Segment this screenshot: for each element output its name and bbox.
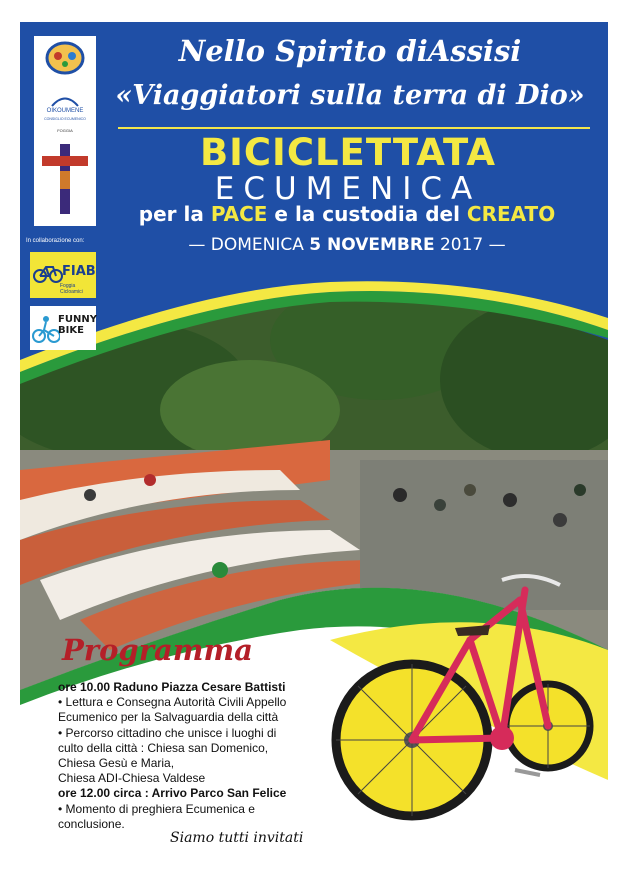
programme-heading: Programma [62, 633, 253, 667]
fiab-label: FIAB [62, 264, 96, 279]
date-day: 5 NOVEMBRE [309, 235, 435, 255]
oikoumene-city-label: FOGGIA [57, 128, 73, 133]
date-prefix: DOMENICA [210, 235, 310, 255]
programme-item: Chiesa ADI-Chiesa Valdese [58, 771, 206, 786]
cause-peace: PACE [210, 202, 268, 226]
programme-item: ore 10.00 Raduno Piazza Cesare Battisti [58, 680, 286, 694]
funny-bike-line2: BIKE [58, 325, 84, 336]
programme-item: conclusione. [58, 816, 125, 831]
cause-creation: CREATO [466, 202, 556, 226]
fiab-sub-label: Foggia Cicloamici [60, 283, 83, 295]
funny-bike-line1: FUNNY [58, 314, 97, 325]
programme-item: • Lettura e Consegna Autorità Civili Appello [58, 695, 287, 710]
oikoumene-label: OIKOUMENE [46, 108, 84, 114]
programme-item: • Percorso cittadino che unisce i luoghi di [58, 725, 277, 740]
programme-item: Chiesa Gesù e Maria, [58, 756, 175, 771]
oikoumene-sub-label: CONSIGLIO ECUMENICO [44, 117, 86, 121]
poster-title-line2: «Viaggiatori sulla terra di Dio» [115, 80, 585, 111]
saddle [455, 625, 490, 636]
programme-list [58, 680, 358, 832]
handlebar [502, 576, 560, 585]
pedal [515, 770, 540, 775]
cause-middle: e la custodia del [267, 202, 467, 226]
event-title: BICICLETTATA [199, 131, 497, 174]
programme-item: ore 12.00 circa : Arrivo Parco San Felice [58, 786, 287, 801]
chainring [490, 726, 514, 750]
programme-item: Ecumenico per la Salvaguardia della città [58, 710, 279, 725]
date-year: 2017 [434, 235, 484, 255]
collaboration-label: In collaborazione con: [26, 238, 85, 244]
closing-invite: Siamo tutti invitati [170, 830, 304, 846]
cause-prefix: per la [138, 202, 211, 226]
programme-item: culto della città : Chiesa san Domenico, [58, 740, 269, 755]
event-date: — DOMENICA 5 NOVEMBRE 2017 — [188, 235, 506, 255]
poster-title-line1: Nello Spirito diAssisi [178, 34, 522, 68]
programme-item: • Momento di preghiera Ecumenica e [58, 801, 255, 816]
event-subtitle: ECUMENICA [214, 171, 482, 207]
